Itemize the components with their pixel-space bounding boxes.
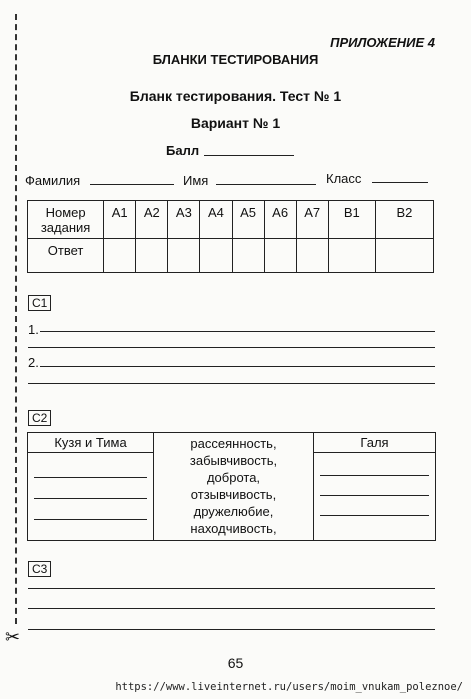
- answer-table: [27, 200, 434, 273]
- column-header: B1: [328, 201, 375, 239]
- c2-word: находчивость,: [190, 521, 277, 536]
- answer-cell[interactable]: [375, 239, 433, 273]
- answer-cell[interactable]: [104, 239, 136, 273]
- name-label: Имя: [183, 173, 209, 188]
- appendix-label: ПРИЛОЖЕНИЕ 4: [330, 35, 435, 50]
- column-header: A5: [232, 201, 264, 239]
- c2-word: доброта,: [206, 470, 261, 485]
- answer-cell[interactable]: [136, 239, 168, 273]
- c2-right-column: [314, 433, 435, 540]
- c3-answer-line[interactable]: [28, 629, 435, 630]
- c1-label: C1: [28, 295, 51, 311]
- c1-answer-line[interactable]: [28, 347, 435, 348]
- scissors-icon: ✂: [5, 627, 21, 647]
- class-field[interactable]: [372, 182, 428, 183]
- task-number-header: Номер задания: [28, 201, 104, 239]
- c2-word-list: [154, 433, 314, 540]
- c2-left-answer-line[interactable]: [34, 519, 147, 520]
- c2-table: [27, 432, 436, 541]
- score-label: Балл: [166, 143, 200, 158]
- page-number: 65: [227, 655, 244, 671]
- page-title: БЛАНКИ ТЕСТИРОВАНИЯ: [152, 52, 319, 67]
- c2-word: дружелюбие,: [193, 504, 274, 519]
- c2-word: отзывчивость,: [190, 487, 277, 502]
- c2-right-answer-line[interactable]: [320, 475, 429, 476]
- column-header: A6: [264, 201, 296, 239]
- name-field[interactable]: [216, 184, 316, 185]
- column-header: A7: [296, 201, 328, 239]
- answer-cell[interactable]: [200, 239, 232, 273]
- c2-left-column: [28, 433, 154, 540]
- c1-item-2: 2.: [28, 355, 39, 370]
- class-label: Класс: [326, 171, 362, 186]
- answer-cell[interactable]: [296, 239, 328, 273]
- c2-left-answer-line[interactable]: [34, 498, 147, 499]
- c1-answer-line[interactable]: [28, 383, 435, 384]
- c2-word: забывчивость,: [189, 453, 278, 468]
- cut-line: [15, 14, 17, 624]
- c2-left-answer-line[interactable]: [34, 477, 147, 478]
- c3-answer-line[interactable]: [28, 588, 435, 589]
- answer-row-header: Ответ: [28, 239, 104, 273]
- answer-cell[interactable]: [168, 239, 200, 273]
- answer-cell[interactable]: [264, 239, 296, 273]
- surname-field[interactable]: [90, 184, 174, 185]
- c2-left-header: Кузя и Тима: [28, 433, 153, 453]
- column-header: A3: [168, 201, 200, 239]
- column-header: B2: [375, 201, 433, 239]
- score-field[interactable]: [204, 155, 294, 156]
- c3-label: C3: [28, 561, 51, 577]
- answer-cell[interactable]: [232, 239, 264, 273]
- variant-label: Вариант № 1: [190, 115, 281, 131]
- c2-label: C2: [28, 410, 51, 426]
- c2-right-header: Галя: [314, 433, 435, 453]
- c1-answer-line[interactable]: [40, 366, 435, 367]
- c2-word: рассеянность,: [190, 436, 277, 451]
- c2-right-answer-line[interactable]: [320, 495, 429, 496]
- source-url[interactable]: https://www.liveinternet.ru/users/moim_vnukam_poleznoe/: [115, 681, 463, 693]
- answer-cell[interactable]: [328, 239, 375, 273]
- c1-item-1: 1.: [28, 322, 39, 337]
- column-header: A2: [136, 201, 168, 239]
- c2-right-answer-line[interactable]: [320, 515, 429, 516]
- surname-label: Фамилия: [25, 173, 81, 188]
- form-title: Бланк тестирования. Тест № 1: [129, 88, 342, 104]
- column-header: A4: [200, 201, 232, 239]
- column-header: A1: [104, 201, 136, 239]
- c3-answer-line[interactable]: [28, 608, 435, 609]
- c1-answer-line[interactable]: [40, 331, 435, 332]
